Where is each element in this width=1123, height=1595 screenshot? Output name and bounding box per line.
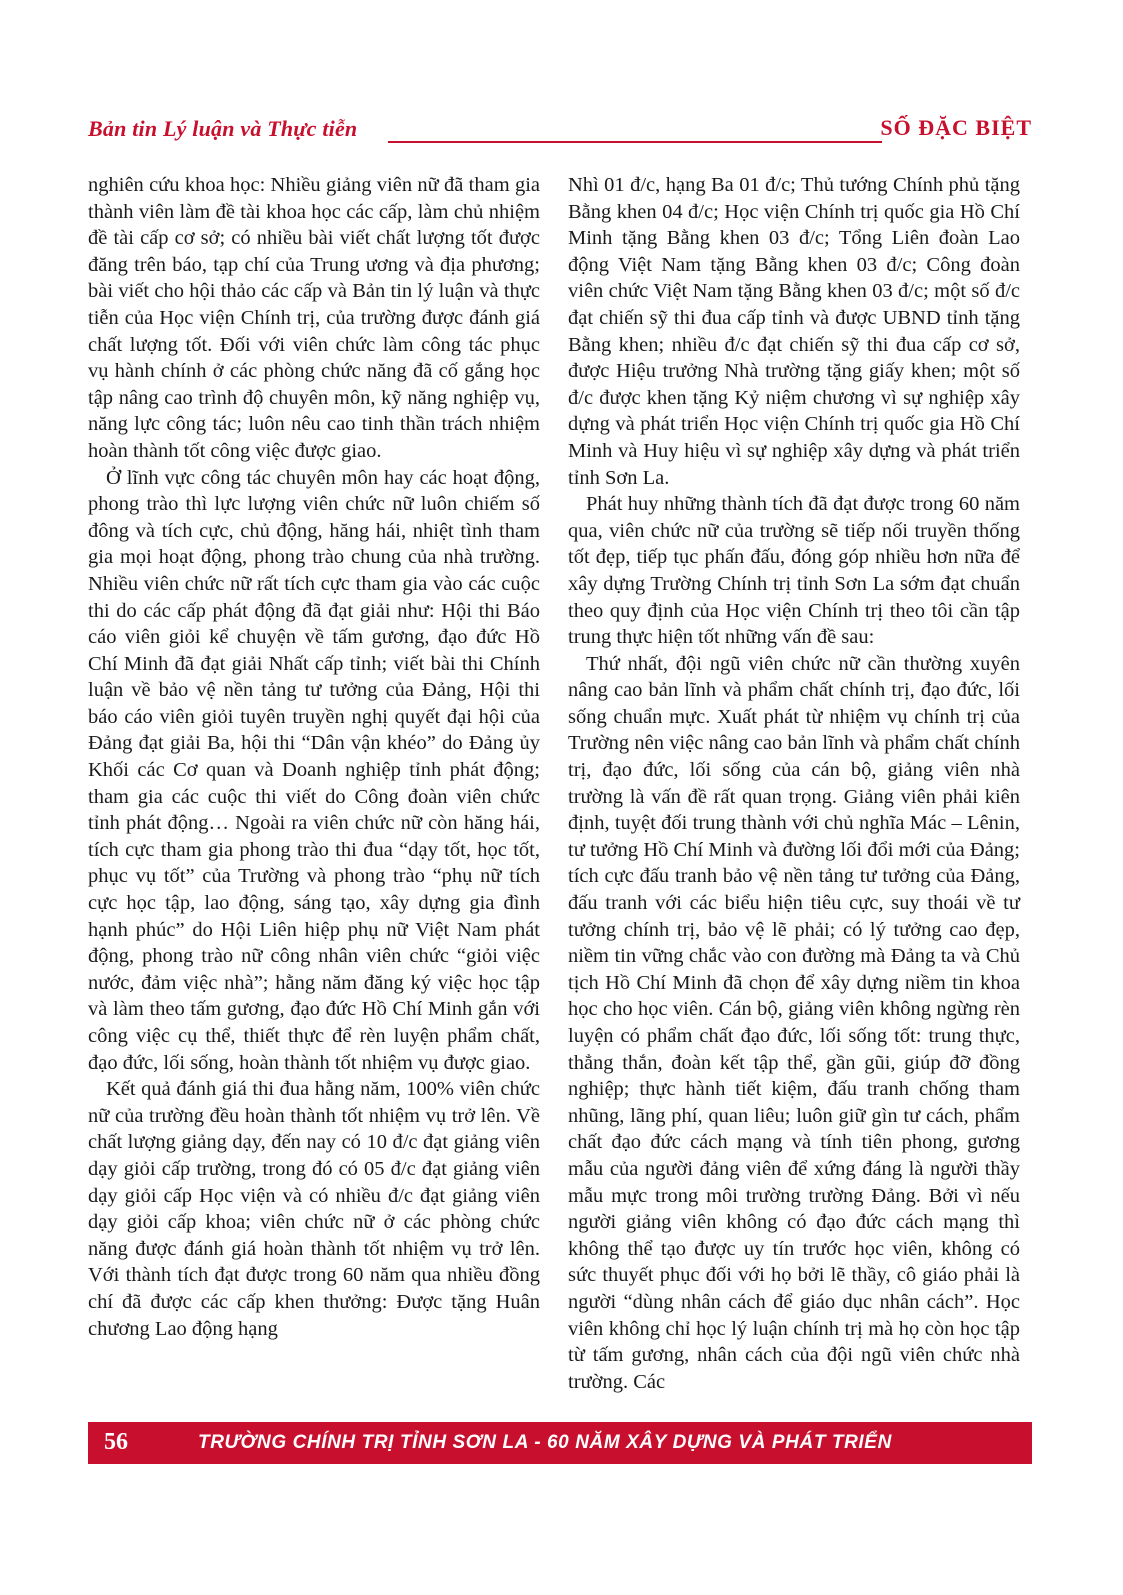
page-number: 56 xyxy=(104,1429,128,1455)
paragraph: Nhì 01 đ/c, hạng Ba 01 đ/c; Thủ tướng Chính phủ tặng Bằng khen 04 đ/c; Học viện Chính trị quốc gia Hồ Chí Minh tặng Bằng khen 03 đ/c; Tổng Liên đoàn Lao động Việt Nam tặng Bằng khen 03 đ/c; Công đoàn viên chức Việt Nam tặng Bằng khen 03 đ/c; một số đ/c đạt chiến sỹ thi đua cấp tỉnh và được UBND tỉnh tặng Bằng khen; nhiều đ/c đạt chiến sỹ thi đua cấp cơ sở, được Hiệu trưởng Nhà trường tặng giấy khen; một số đ/c được khen tặng Kỷ niệm chương vì sự nghiệp xây dựng và phát triển Học viện Chính trị quốc gia Hồ Chí Minh và Huy hiệu vì sự nghiệp xây dựng và phát triển tỉnh Sơn La. xyxy=(568,174,1020,489)
footer-title: TRƯỜNG CHÍNH TRỊ TỈNH SƠN LA - 60 NĂM XÂY DỰNG VÀ PHÁT TRIỂN xyxy=(198,1432,892,1453)
paragraph: nghiên cứu khoa học: Nhiều giảng viên nữ đã tham gia thành viên làm đề tài khoa học các cấp, làm chủ nhiệm đề tài cấp cơ sở; có nhiều bài viết chất lượng tốt được đăng trên báo, tạp chí của Trung ương và địa phương; bài viết cho hội thảo các cấp và Bản tin lý luận và thực tiễn của Học viện Chính trị, của trường được đánh giá chất lượng tốt. Đối với viên chức làm công tác phục vụ hành chính ở các phòng chức năng đã cố gắng học tập nâng cao trình độ chuyên môn, kỹ năng nghiệp vụ, năng lực công tác; luôn nêu cao tinh thần trách nhiệm hoàn thành tốt công việc được giao. xyxy=(88,174,540,462)
paragraph: Thứ nhất, đội ngũ viên chức nữ cần thường xuyên nâng cao bản lĩnh và phẩm chất chính trị, đạo đức, lối sống chuẩn mực. Xuất phát từ nhiệm vụ chính trị của Trường nên việc nâng cao bản lĩnh và phẩm chất chính trị, đạo đức, lối sống của cán bộ, giảng viên nhà trường là vấn đề rất quan trọng. Giảng viên phải kiên định, tuyệt đối trung thành với chủ nghĩa Mác – Lênin, tư tưởng Hồ Chí Minh và đường lối đổi mới của Đảng; tích cực đấu tranh bảo vệ nền tảng tư tưởng của Đảng, đấu tranh với các biểu hiện tiêu cực, suy thoái về tư tưởng chính trị, bảo vệ lẽ phải; có lý tưởng cao đẹp, niềm tin vững chắc vào con đường mà Đảng ta và Chủ tịch Hồ Chí Minh đã chọn để xây dựng niềm tin khoa học cho học viên. Cán bộ, giảng viên không ngừng rèn luyện có phẩm chất đạo đức, lối sống tốt: trung thực, thẳng thắn, đoàn kết tập thể, gần gũi, giúp đỡ đồng nghiệp; thực hành tiết kiệm, đấu tranh chống tham nhũng, lãng phí, quan liêu; luôn giữ gìn tư cách, phẩm chất đạo đức cách mạng và tính tiên phong, gương mẫu của người đảng viên để xứng đáng là người thầy mẫu mực trong môi trường trường Đảng. Bởi vì nếu người giảng viên không có đạo đức cách mạng thì không thể tạo được uy tín trước học viên, không có sức thuyết phục đối với họ bởi lẽ thầy, cô giáo phải là người “dùng nhân cách để giáo dục nhân cách”. Học viên không chỉ học lý luận chính trị mà họ còn học tập từ tấm gương, nhân cách của đội ngũ viên chức nhà trường. Các xyxy=(568,652,1020,1393)
header-rule xyxy=(388,141,882,143)
page-footer xyxy=(88,1422,1032,1464)
paragraph: Kết quả đánh giá thi đua hằng năm, 100% viên chức nữ của trường đều hoàn thành tốt nhiệm vụ trở lên. Về chất lượng giảng dạy, đến nay có 10 đ/c đạt giảng viên dạy giỏi cấp trường, trong đó có 05 đ/c đạt giảng viên dạy giỏi cấp Học viện và có nhiều đ/c đạt giảng viên dạy giỏi cấp khoa; viên chức nữ ở các phòng chức năng được đánh giá hoàn thành tốt nhiệm vụ trở lên. Với thành tích đạt được trong 60 năm qua nhiều đồng chí đã được các cấp khen thưởng: Được tặng Huân chương Lao động hạng xyxy=(88,1078,540,1340)
right-column xyxy=(568,172,1020,1395)
left-column xyxy=(88,172,540,1342)
paragraph: Phát huy những thành tích đã đạt được trong 60 năm qua, viên chức nữ của trường sẽ tiếp nối truyền thống tốt đẹp, tiếp tục phấn đấu, đóng góp nhiều hơn nữa để xây dựng Trường Chính trị tỉnh Sơn La sớm đạt chuẩn theo quy định của Học viện Chính trị theo tôi cần tập trung thực hiện tốt những vấn đề sau: xyxy=(568,493,1020,649)
page-header xyxy=(88,112,1032,152)
publication-title: Bản tin Lý luận và Thực tiễn xyxy=(88,116,358,141)
issue-label: SỐ ĐẶC BIỆT xyxy=(880,115,1032,140)
paragraph: Ở lĩnh vực công tác chuyên môn hay các hoạt động, phong trào thì lực lượng viên chức nữ luôn chiếm số đông và tích cực, chủ động, hăng hái, nhiệt tình tham gia mọi hoạt động, phong trào chung của nhà trường. Nhiều viên chức nữ rất tích cực tham gia vào các cuộc thi do các cấp phát động đã đạt giải như: Hội thi Báo cáo viên giỏi kể chuyện về tấm gương, đạo đức Hồ Chí Minh đã đạt giải Nhất cấp tỉnh; viết bài thi Chính luận về bảo vệ nền tảng tư tưởng của Đảng, Hội thi báo cáo viên giỏi tuyên truyền nghị quyết đại hội của Đảng đạt giải Ba, hội thi “Dân vận khéo” do Đảng ủy Khối các Cơ quan và Doanh nghiệp tỉnh phát động; tham gia các cuộc thi viết do Công đoàn viên chức tỉnh phát động… Ngoài ra viên chức nữ còn hăng hái, tích cực tham gia phong trào thi đua “dạy tốt, học tốt, phục vụ tốt” của Trường và phong trào “phụ nữ tích cực học tập, lao động, sáng tạo, xây dựng gia đình hạnh phúc” do Hội Liên hiệp phụ nữ Việt Nam phát động, phong trào nữ công nhân viên chức “giỏi việc nước, đảm việc nhà”; hằng năm đăng ký việc học tập và làm theo tấm gương, đạo đức Hồ Chí Minh gắn với công việc cụ thể, thiết thực để rèn luyện phẩm chất, đạo đức, lối sống, hoàn thành tốt nhiệm vụ được giao. xyxy=(88,466,540,1074)
